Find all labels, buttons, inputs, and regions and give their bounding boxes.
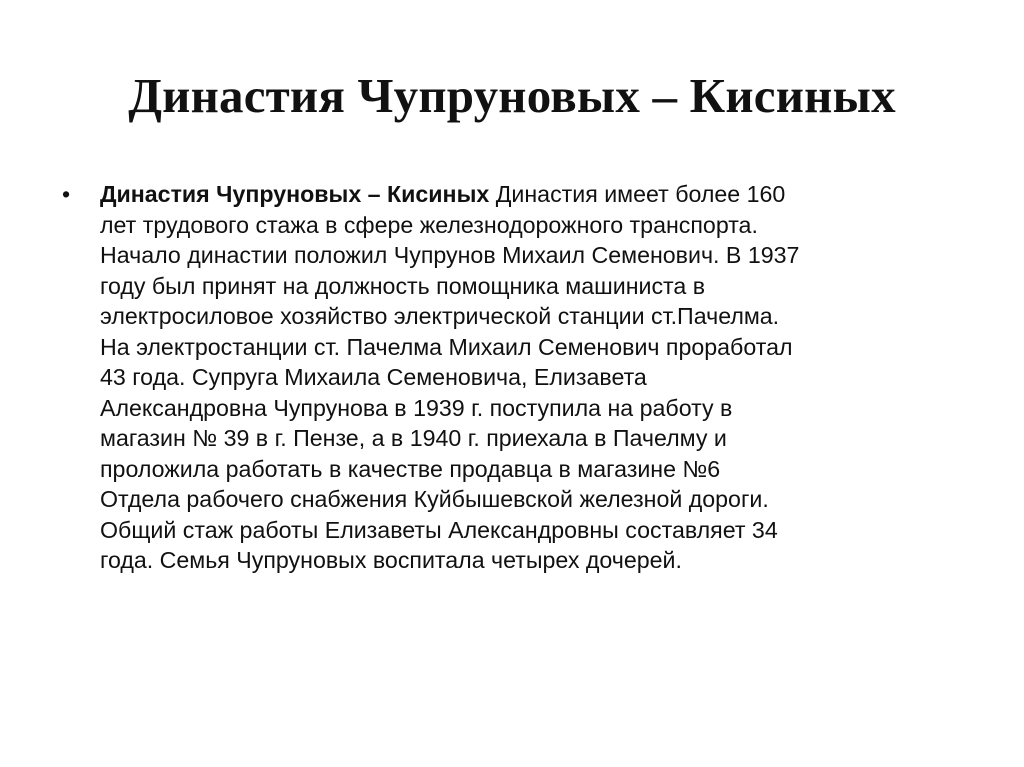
bullet-line: лет трудового стажа в сфере железнодорожного транспорта. [100, 211, 758, 238]
bullet-first-line-text: Династия имеет более 160 [489, 181, 786, 207]
bullet-line: На электростанции ст. Пачелма Михаил Семенович проработал [100, 333, 793, 360]
slide-title: Династия Чупруновых – Кисиных [128, 68, 896, 123]
bullet-line-1 [100, 179, 962, 210]
bullet-marker: • [62, 181, 71, 207]
bullet-line: Общий стаж работы Елизаветы Александровны составляет 34 [100, 516, 778, 543]
bullet-line: электросиловое хозяйство электрической станции ст.Пачелма. [100, 303, 780, 329]
bullet-lead-text: Династия Чупруновых – Кисиных [100, 181, 490, 207]
bullet-line: Отдела рабочего снабжения Куйбышевской железной дороги. [100, 486, 769, 512]
bullet-item [62, 179, 962, 576]
bullet-line: Начало династии положил Чупрунов Михаил Семенович. В 1937 [100, 242, 800, 268]
bullet-line: проложила работать в качестве продавца в магазине №6 [100, 455, 721, 482]
bullet-line: 43 года. Супруга Михаила Семеновича, Елизавета [100, 364, 647, 390]
bullet-line: году был принят на должность помощника машиниста в [100, 272, 706, 299]
bullet-line: магазин № 39 в г. Пензе, а в 1940 г. приехала в Пачелму и [100, 425, 727, 451]
slide-content [62, 179, 962, 576]
bullet-line: Александровна Чупрунова в 1939 г. поступила на работу в [100, 394, 733, 421]
bullet-line: года. Семья Чупруновых воспитала четырех дочерей. [100, 547, 682, 573]
